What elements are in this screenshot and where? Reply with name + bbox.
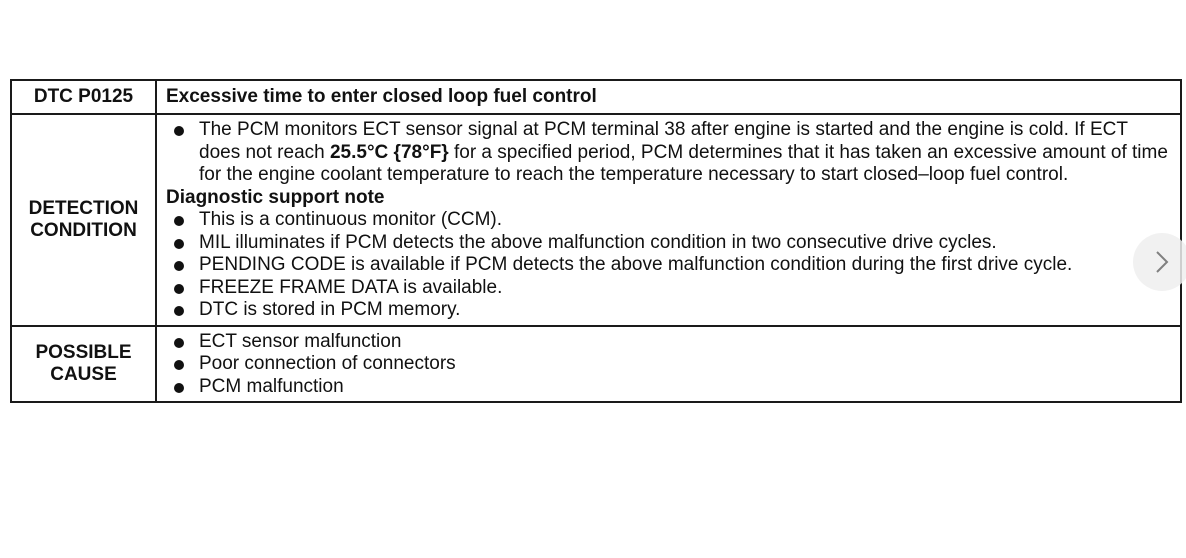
list-item: DTC is stored in PCM memory. (166, 299, 1174, 322)
detection-label (11, 114, 156, 326)
list-item: PCM malfunction (166, 376, 1174, 399)
dtc-title: Excessive time to enter closed loop fuel control (156, 80, 1181, 114)
list-item: This is a continuous monitor (CCM). (166, 209, 1174, 232)
list-item: FREEZE FRAME DATA is available. (166, 277, 1174, 300)
next-button[interactable] (1133, 233, 1186, 291)
cause-row (11, 326, 1181, 403)
cause-content (156, 326, 1181, 403)
cause-label-line2: CAUSE (50, 363, 117, 385)
temperature-threshold: 25.5°C {78°F} (329, 141, 449, 163)
cause-label (11, 326, 156, 403)
list-item: ECT sensor malfunction (166, 331, 1174, 354)
header-row (11, 80, 1181, 114)
chevron-right-icon (1155, 250, 1169, 274)
detection-label-line1: DETECTION (28, 197, 139, 219)
detection-content (156, 114, 1181, 326)
note-list (166, 209, 1174, 322)
list-item: PENDING CODE is available if PCM detects the above malfunction condition during the first drive cycle. (166, 254, 1174, 277)
list-item: MIL illuminates if PCM detects the above malfunction condition in two consecutive drive cycles. (166, 232, 1174, 255)
dtc-table (10, 79, 1182, 403)
detection-row (11, 114, 1181, 326)
detection-main-list (166, 119, 1174, 187)
detection-text-after: for a specified period, PCM determines that it has taken an excessive amount of time for the engine coolant temperature to reach the temperature necessary to start closed–loop fuel control. (199, 141, 1168, 185)
detection-main-bullet (166, 119, 1174, 187)
list-item: Poor connection of connectors (166, 353, 1174, 376)
note-title: Diagnostic support note (166, 186, 385, 208)
detection-label-line2: CONDITION (30, 219, 137, 241)
cause-label-line1: POSSIBLE (35, 341, 132, 363)
cause-list (166, 331, 1174, 399)
detection-text-before: The PCM monitors ECT sensor signal at PCM terminal 38 after engine is started and the engine is cold. If ECT does not reach (199, 119, 1128, 163)
dtc-code: DTC P0125 (11, 80, 156, 114)
